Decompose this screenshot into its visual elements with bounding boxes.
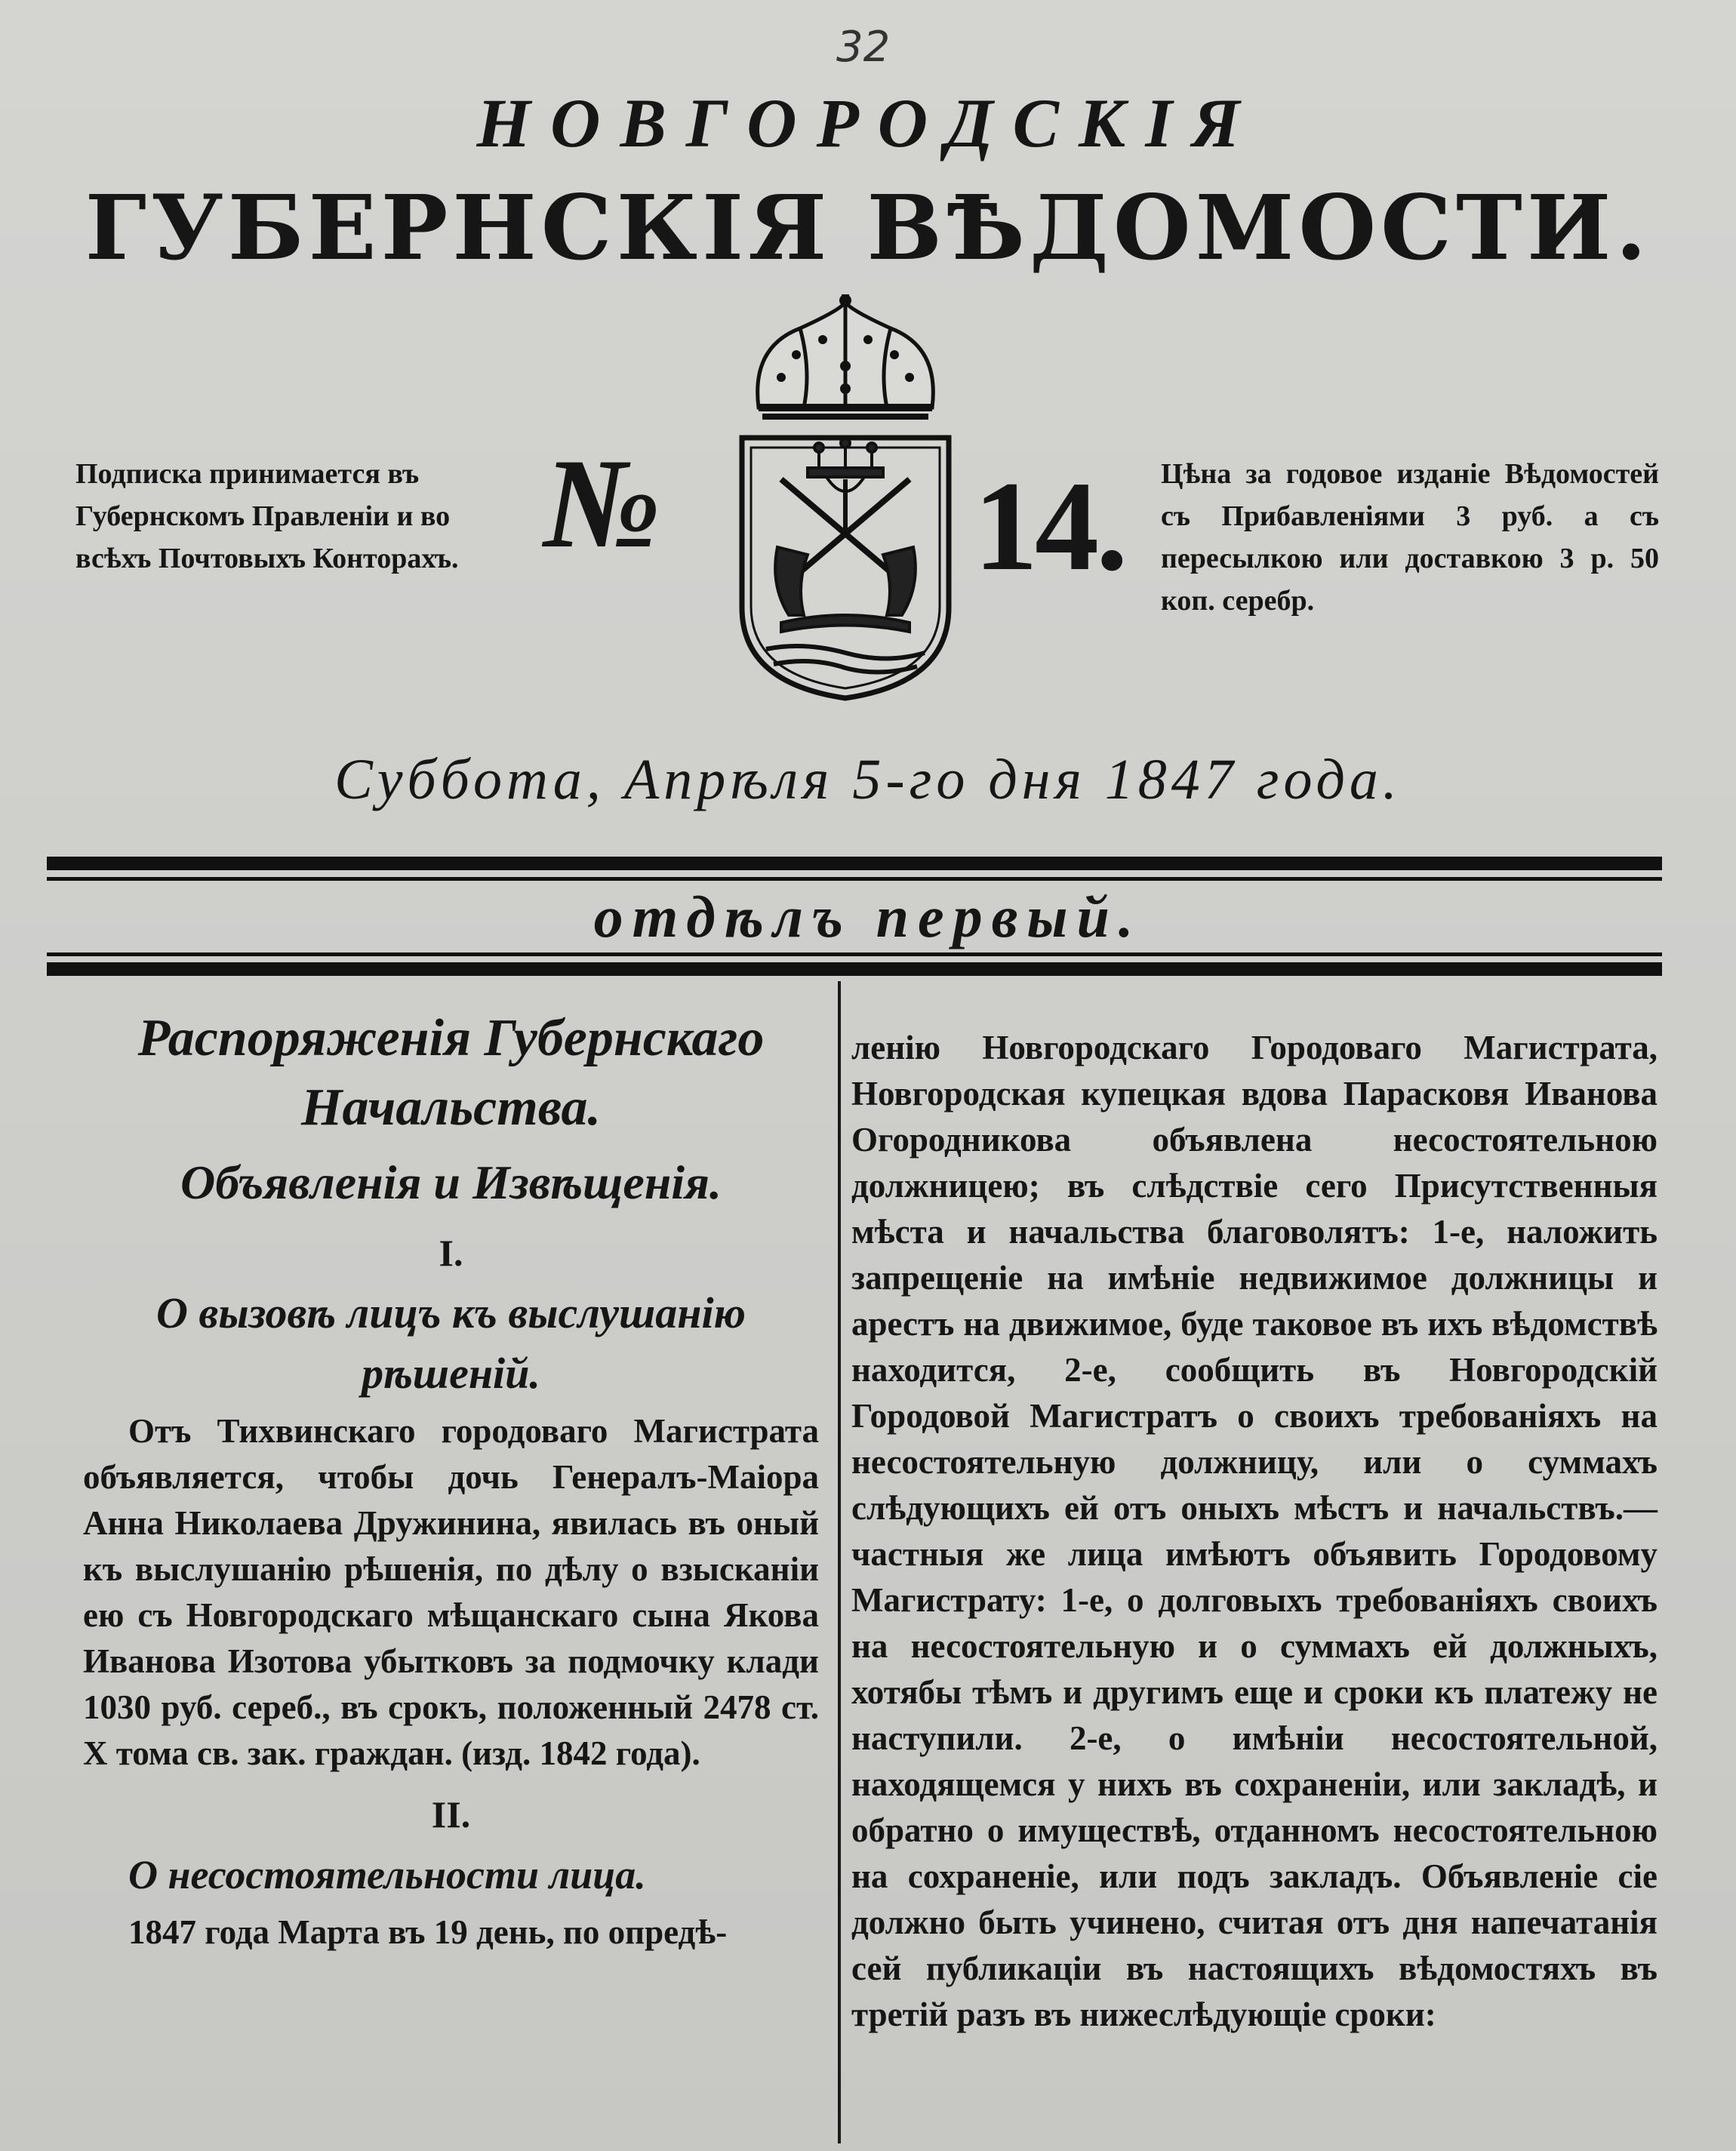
masthead-line-1: НОВГОРОДСКІЯ bbox=[476, 85, 1260, 162]
section-title: отдѣлъ первый. bbox=[593, 884, 1143, 949]
section-numeral-2: II. bbox=[431, 1793, 471, 1836]
issue-number-sign: № bbox=[543, 432, 661, 574]
bottom-rule-thick bbox=[47, 962, 1662, 976]
issue-number: 14. bbox=[974, 455, 1125, 597]
notice-text-2-start: 1847 года Марта въ 19 день, по опредѣ- bbox=[128, 1913, 728, 1951]
coat-of-arms-shield-icon bbox=[736, 434, 955, 702]
column-divider bbox=[838, 981, 841, 2143]
masthead-title: ГУБЕРНСКІЯ ВѢДОМОСТИ. bbox=[85, 175, 1651, 280]
notice-text-2-continued: ленію Новгородскаго Городоваго Магистрата, Новгородская купецкая вдова Парасковя Иванова Огородникова объявлена несостоятельною должницею; въ слѣдствіе сего Присутственныя мѣста и начальства благоволятъ: 1-е, наложить запрещеніе на имѣніе недвижимое должницы и арестъ на движимое, буде таковое въ ихъ вѣдомствѣ находится, 2-е, сообщить въ Новгородскій Городовой Магистратъ о своихъ требованіяхъ на несостоятельную должницу, или о суммахъ слѣдующихъ ей отъ оныхъ мѣстъ и начальствъ.— частныя же лица имѣютъ объявить Городовому Магистрату: 1-е, о долговыхъ требованіяхъ своихъ на несостоятельную и о суммахъ ей должныхъ, хотябы тѣмъ и другимъ еще и сроки къ платежу не наступили. 2-е, о имѣніи несостоятельной, находящемся у нихъ въ сохраненіи, или закладѣ, и обратно о имуществѣ, отданномъ несостоятельною на сохраненіе, или подъ закладъ. Объявленіе сіе должно быть учинено, считая отъ дня напечатанія сей публикаціи въ настоящихъ вѣдомостяхъ въ третій разъ въ нижеслѣдующіе сроки: bbox=[851, 1029, 1658, 2033]
notice-title-2: О несостоятельности лица. bbox=[128, 1852, 646, 1897]
top-rule-thin bbox=[47, 877, 1662, 881]
price-note: Цѣна за годовое изданіе Вѣдомостей съ Прибавленіями 3 руб. а съ пересылкою или доставкою 3 р. 50 коп. серебр. bbox=[1161, 458, 1659, 617]
notice-text-1: Отъ Тихвинскаго городоваго Магистрата объявляется, чтобы дочь Генералъ-Маіора Анна Николаева Дружинина, явилась въ оный къ выслушанію рѣшенія, по дѣлу о взысканіи ею съ Новгородскаго мѣщанскаго сына Якова Иванова Изотова убытковъ за подмочку клади 1030 руб. сереб., въ срокъ, положенный 2478 ст. X тома св. зак. граждан. (изд. 1842 года). bbox=[83, 1412, 819, 1772]
announcements-subheading: Объявленія и Извѣщенія. bbox=[180, 1156, 722, 1209]
section-numeral-1: I. bbox=[439, 1232, 463, 1274]
bottom-rule-thin bbox=[47, 952, 1662, 956]
page-folio: 32 bbox=[836, 23, 891, 72]
subscription-note: Подписка принимается въ Губернскомъ Правленіи и во всѣхъ Почтовыхъ Конторахъ. bbox=[75, 458, 459, 574]
orders-heading: Распоряженія Губернскаго Начальства. bbox=[137, 1009, 765, 1137]
notice-title-1: О вызовѣ лицъ къ выслушанію рѣшеній. bbox=[156, 1288, 746, 1398]
left-column bbox=[83, 1004, 819, 1956]
right-column bbox=[851, 1004, 1658, 2038]
issue-dateline: Суббота, Апрѣля 5-го дня 1847 года. bbox=[334, 748, 1402, 811]
top-rule-thick bbox=[47, 857, 1662, 870]
crown-emblem-icon bbox=[728, 294, 962, 423]
